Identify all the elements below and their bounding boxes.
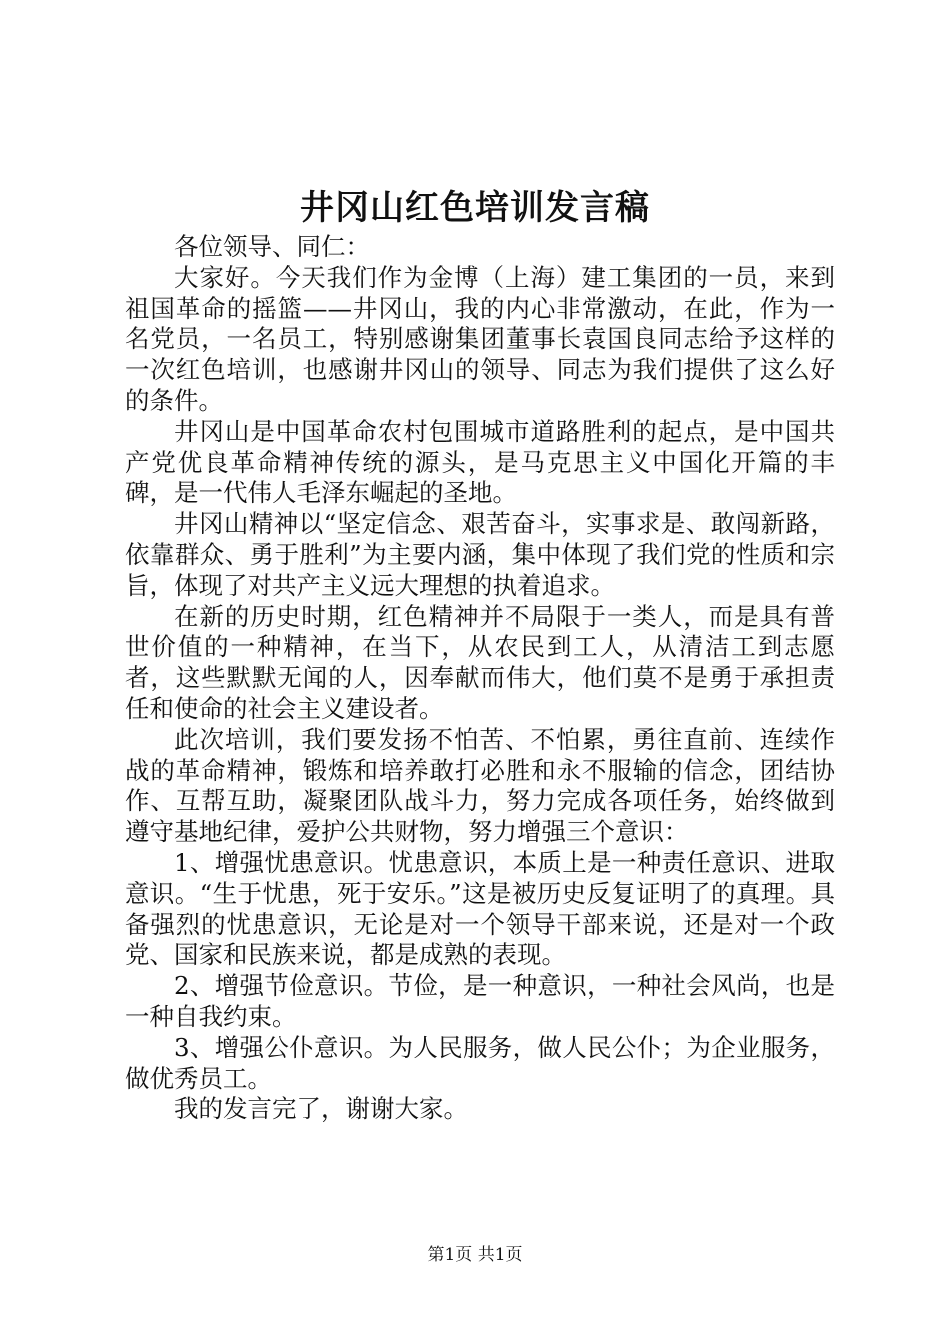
list-item-paragraph: 2、增强节俭意识。节俭，是一种意识，一种社会风尚，也是一种自我约束。 [125,971,835,1031]
paragraph: 在新的历史时期，红色精神并不局限于一类人，而是具有普世价值的一种精神，在当下，从农民到工人，从清洁工到志愿者，这些默默无闻的人，因奉献而伟大，他们莫不是勇于承担责任和使命的社会主义建设者。 [125,601,835,723]
paragraph-salutation: 各位领导、同仁： [174,232,370,261]
paragraph: 此次培训，我们要发扬不怕苦、不怕累，勇往直前、连续作战的革命精神，锻炼和培养敢打必胜和永不服输的信念，团结协作、互帮互助，凝聚团队战斗力，努力完成各项任务，始终做到遵守基地纪律，爱护公共财物，努力增强三个意识： [125,724,835,847]
paragraph: 井冈山精神以“坚定信念、艰苦奋斗，实事求是、敢闯新路，依靠群众、勇于胜利”为主要内涵，集中体现了我们党的性质和宗旨，体现了对共产主义远大理想的执着追求。 [125,509,835,600]
paragraph: 井冈山是中国革命农村包围城市道路胜利的起点，是中国共产党优良革命精神传统的源头，是马克思主义中国化开篇的丰碑，是一代伟人毛泽东崛起的圣地。 [125,416,835,508]
document-body [125,232,835,1125]
document-title: 井冈山红色培训发言稿 [300,188,650,228]
page-number-footer: 第1页 共1页 [427,1245,523,1265]
paragraph: 大家好。今天我们作为金博（上海）建工集团的一员，来到祖国革命的摇篮——井冈山，我的内心非常激动，在此，作为一名党员，一名员工，特别感谢集团董事长袁国良同志给予这样的一次红色培训，也感谢井冈山的领导、同志为我们提供了这么好的条件。 [125,262,835,415]
list-item-paragraph: 3、增强公仆意识。为人民服务，做人民公仆；为企业服务，做优秀员工。 [125,1032,835,1093]
list-item-paragraph: 1、增强忧患意识。忧患意识，本质上是一种责任意识、进取意识。“生于忧患，死于安乐。”这是被历史反复证明了的真理。具备强烈的忧患意识，无论是对一个领导干部来说，还是对一个政党、国家和民族来说，都是成熟的表现。 [125,847,835,970]
paragraph-closing: 我的发言完了，谢谢大家。 [174,1094,468,1124]
